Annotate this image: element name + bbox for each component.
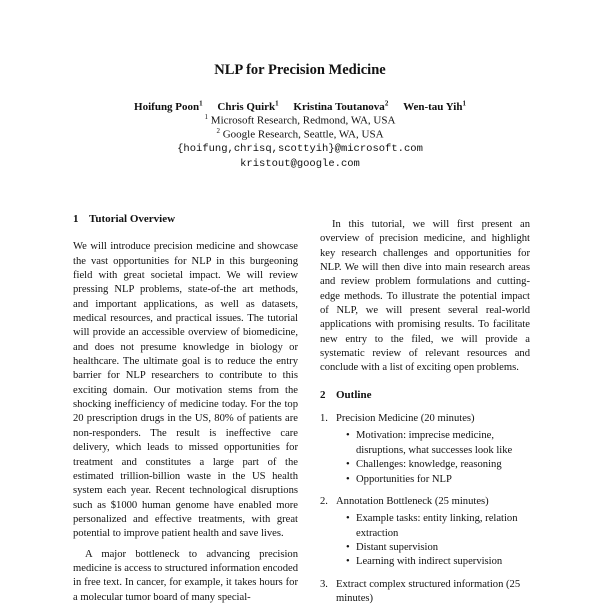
- section-title: Outline: [336, 388, 372, 401]
- author-list: [0, 99, 600, 113]
- left-column: [73, 212, 298, 605]
- paragraph: A major bottleneck to advancing precision medicine is access to structured information encoded in free text. In cancer, for example, it takes hours for a molecular tumor board of many special-: [73, 548, 298, 603]
- affiliation-mark: 2: [216, 127, 220, 135]
- outline-number: 3.: [320, 578, 328, 590]
- email-line: {hoifung,chrisq,scottyih}@microsoft.com: [177, 143, 423, 155]
- outline-item: [320, 495, 530, 509]
- right-column: [320, 218, 530, 606]
- section-number: 1: [73, 213, 79, 225]
- affiliation: [0, 113, 600, 127]
- author-affil-mark: 2: [384, 99, 389, 107]
- outline-item: [320, 412, 530, 426]
- author-name: Kristina Toutanova: [293, 100, 385, 113]
- section-number: 2: [320, 388, 326, 401]
- author-name: Hoifung Poon: [134, 100, 200, 113]
- affiliation: [0, 127, 600, 141]
- paragraph: In this tutorial, we will first present an overview of precision medicine, and highlight key research challenges and opportunities for NLP. We will then dive into main research areas and review problem formulations and cutting-edge methods. To illustrate the potential impact of NLP, we will present several real-world applications with promising results. To facilitate new entry to the filed, we will provide a systematic review of relevant resources and conclude with a list of exciting open problems.: [320, 219, 530, 374]
- bullet-item: • Distant supervision: [346, 541, 530, 555]
- bullet-list: [346, 512, 530, 569]
- outline-text: Precision Medicine (20 minutes): [336, 413, 475, 425]
- author-affil-mark: 1: [199, 99, 203, 107]
- outline-list: [320, 412, 530, 606]
- affiliation-mark: 1: [204, 113, 209, 121]
- bullet-item: • Challenges: knowledge, reasoning: [346, 458, 530, 472]
- author: [134, 101, 203, 113]
- author: [293, 101, 388, 113]
- author: [217, 101, 278, 113]
- author: [403, 101, 466, 113]
- paragraph: We will introduce precision medicine and showcase the vast opportunities for NLP in this burgeoning field with great societal impact. We will review pressing NLP problems, state-of-the art methods, and important applications, as well as datasets, medical resources, and practical issues. The tutorial will provide an accessible overview of biomedicine, and does not presume knowledge in biology or healthcare. The ultimate goal is to reduce the entry barrier for NLP researchers to contribute to this exciting domain. Our motivation stems from the shocking inefficiency of medicine today. For the top 20 prescription drugs in the US, 80% of patients are non-responders. The result is ineffective care delivery, which leads to missed opportunities for treatment and constitutes a large part of the estimated trillion-billion waste in the US health system each year. Recent technological disruptions such as $1000 human genome have enabled more personalized and effective treatments, with great potential to improve patient health and save lives.: [73, 241, 298, 540]
- outline-number: 1.: [320, 413, 328, 425]
- paper-title: NLP for Precision Medicine: [214, 62, 386, 78]
- author-name: Chris Quirk: [217, 100, 276, 113]
- affiliation-text: Microsoft Research, Redmond, WA, USA: [210, 114, 396, 127]
- section-title: Tutorial Overview: [89, 213, 176, 225]
- author-name: Wen-tau Yih: [403, 100, 463, 113]
- section-heading: [73, 212, 298, 226]
- outline-item: [320, 578, 530, 606]
- bullet-list: [346, 429, 530, 486]
- author-affil-mark: 1: [275, 99, 279, 107]
- outline-text: Annotation Bottleneck (25 minutes): [336, 495, 489, 507]
- bullet-item: • Opportunities for NLP: [346, 473, 530, 487]
- bullet-item: • Motivation: imprecise medicine, disruptions, what successes look like: [346, 429, 530, 458]
- bullet-item: • Learning with indirect supervision: [346, 555, 530, 569]
- bullet-item: • Example tasks: entity linking, relation extraction: [346, 512, 530, 541]
- author-affil-mark: 1: [462, 99, 466, 107]
- outline-text: Extract complex structured information (25 minutes): [336, 578, 521, 604]
- affiliation-text: Google Research, Seattle, WA, USA: [222, 128, 384, 141]
- section-heading: [320, 388, 530, 402]
- outline-number: 2.: [320, 495, 328, 507]
- email-line: kristout@google.com: [240, 158, 360, 170]
